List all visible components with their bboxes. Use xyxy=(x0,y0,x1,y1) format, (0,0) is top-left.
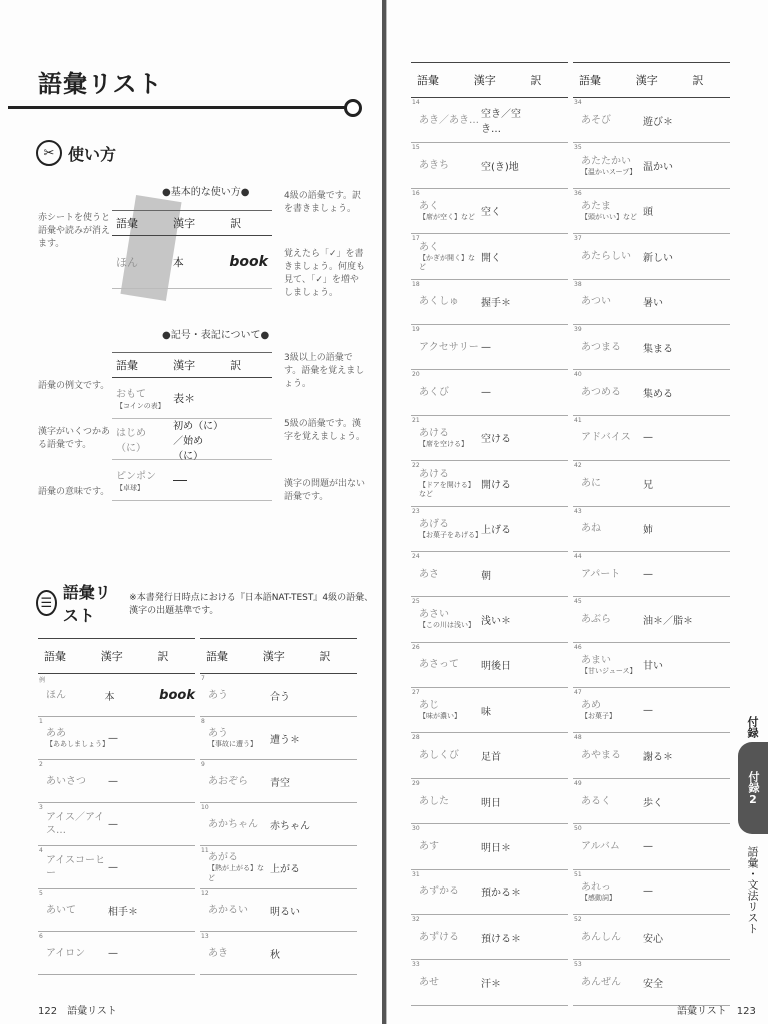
vocab-reading: あく xyxy=(419,200,439,212)
note-memorize: 覚えたら「✓」を書きましょう。何度も見て、「✓」を増やしましょう。 xyxy=(284,249,366,299)
vocab-kanji: 味 xyxy=(481,706,491,718)
row-number: 31 xyxy=(412,870,420,878)
vocab-word xyxy=(573,976,643,989)
left-page xyxy=(0,0,383,1024)
vocab-reading: あさい xyxy=(419,609,449,621)
vocab-reading: あせ xyxy=(419,977,439,989)
title-rule xyxy=(8,106,348,109)
row-number: 51 xyxy=(574,870,582,878)
vocab-kanji: 足首 xyxy=(481,752,501,764)
vocab-word xyxy=(411,795,481,808)
vocab-table-right-a: 語彙 漢字 訳 14 あき／あき… 空き／空き… 15 あきち 空(き)地 16 あく 【席が空く】など 空く 17 あく 【かぎが開く】など 開く 18 あくしゅ 握手＊ 19 アクセサリー — 20 あくび — 21 あける 【席を空ける】 空ける 22 あける 【ドアを開ける】など 開ける 23 あげる 【お菓子をあげる】 上げる 24 あさ 朝 25 あさい 【この川は浅い】 浅い＊ 26 あさって 明後日 27 あじ 【味が濃い】 味 28 あしくび 足首 29 あした 明日 30 あす 明日＊ 31 あずかる 預かる＊ 32 あずける 預ける＊ 33 あせ 汗＊ xyxy=(411,62,568,1006)
list-note: ※本書発行日時点における『日本語NAT-TEST』4級の語彙、漢字の出題基準です。 xyxy=(129,593,374,616)
vocab-kanji: 安全 xyxy=(643,979,663,991)
row-number: 14 xyxy=(412,99,420,106)
vocab-word xyxy=(411,427,481,449)
table-row xyxy=(411,370,568,415)
vocab-word xyxy=(573,840,643,853)
vocab-word xyxy=(573,114,643,127)
vocab-example: 【甘いジュース】 xyxy=(581,666,637,675)
vocab-example: 【ドアを開ける】など xyxy=(419,480,475,498)
vocab-kanji: 開く xyxy=(481,252,501,264)
vocab-word xyxy=(573,155,643,177)
vocab-reading: あたたかい xyxy=(581,155,631,167)
row-number: 28 xyxy=(412,734,420,742)
table-row xyxy=(573,552,730,597)
vocab-kanji: 新しい xyxy=(643,252,673,264)
table-row xyxy=(411,597,568,642)
vocab-word xyxy=(411,114,481,127)
vocab-example: 【頭がいい】など xyxy=(581,212,637,221)
vocab-example: 【かぎが開く】など xyxy=(419,253,475,271)
vocab-table-left-a: 語彙 漢字 訳 例 ほん 本 book 1 ああ 【ああしましょう】 — 2 あいさつ — 3 アイス／アイス… — 4 アイスコーヒー — 5 あいて 相手＊ 6 アイロン — xyxy=(38,638,195,975)
vocab-kanji: 空ける xyxy=(481,434,511,446)
note-no-kanji: 漢字の問題が出ない語彙です。 xyxy=(284,479,366,503)
vocab-kanji: 空(き)地 xyxy=(481,162,519,174)
table-row xyxy=(411,779,568,824)
vocab-reading: あくび xyxy=(419,387,449,399)
row-number: 19 xyxy=(412,325,420,333)
vocab-reading: アクセサリー xyxy=(419,341,479,353)
vocab-word xyxy=(411,608,481,630)
vocab-word xyxy=(411,931,481,944)
table-row xyxy=(573,370,730,415)
row-number: 27 xyxy=(412,689,420,697)
row-number: 37 xyxy=(574,235,582,243)
vocab-word xyxy=(573,431,643,444)
table-row: 7 あう 合う xyxy=(200,674,357,717)
vocab-reading: あに xyxy=(581,477,601,489)
table-row xyxy=(411,234,568,279)
note-level4: 4級の語彙です。訳を書きましょう。 xyxy=(284,191,362,215)
list-heading: ☰ 語彙リスト ※本書発行日時点における『日本語NAT-TEST』4級の語彙、漢字の出題基準です。 xyxy=(36,580,382,626)
vocab-word xyxy=(573,931,643,944)
table-row xyxy=(411,507,568,552)
vocab-kanji: — xyxy=(643,568,653,580)
table-row: 12 あかるい 明るい xyxy=(200,889,357,932)
right-page xyxy=(386,0,768,1024)
vocab-kanji: 安心 xyxy=(643,933,663,945)
row-number: 48 xyxy=(574,734,582,742)
vocab-table-right-b: 語彙 漢字 訳 34 あそび 遊び＊ 35 あたたかい 【温かいスープ】 温かい 36 あたま 【頭がいい】など 頭 37 あたらしい 新しい 38 あつい 暑い 39 あつまる 集まる 40 あつめる 集める 41 アドバイス — 42 あに 兄 43 あね 姉 44 アパート — 45 あぶら 油＊／脂＊ 46 あまい 【甘いジュース】 甘い 47 あめ 【お菓子】 — 48 あやまる 謝る＊ 49 あるく 歩く 50 アルバム — 51 あれっ 【感動詞】 — 52 あんしん 安心 53 あんぜん 安全 xyxy=(573,62,730,1006)
vocab-kanji: 明後日 xyxy=(481,661,511,673)
vocab-word xyxy=(411,295,481,308)
table-row xyxy=(573,143,730,188)
row-number: 41 xyxy=(574,416,582,424)
table-row xyxy=(573,416,730,461)
vocab-word xyxy=(411,658,481,671)
vocab-reading: あぶら xyxy=(581,613,611,625)
table-row xyxy=(573,234,730,279)
table-row xyxy=(411,98,568,143)
list-icon: ☰ xyxy=(36,590,57,616)
vocab-example: 【味が濃い】 xyxy=(419,712,461,721)
table-row xyxy=(573,461,730,506)
vocab-reading: あす xyxy=(419,840,439,852)
vocab-kanji: 遊び＊ xyxy=(643,116,673,128)
table-row xyxy=(411,325,568,370)
vocab-example: 【この川は浅い】 xyxy=(419,621,475,630)
vocab-word xyxy=(573,881,643,903)
table-row xyxy=(411,461,568,506)
table-row: 1 ああ 【ああしましょう】 — xyxy=(38,717,195,760)
vocab-reading: あずかる xyxy=(419,886,459,898)
vocab-kanji: — xyxy=(643,840,653,852)
row-number: 49 xyxy=(574,779,582,787)
vocab-kanji: 預かる＊ xyxy=(481,888,521,900)
vocab-reading: あくしゅ xyxy=(419,296,459,308)
vocab-kanji: 預ける＊ xyxy=(481,933,521,945)
vocab-reading: あく xyxy=(419,241,439,253)
table-row xyxy=(573,597,730,642)
table-row xyxy=(411,733,568,778)
table-row xyxy=(573,189,730,234)
vocab-word xyxy=(411,200,481,222)
table-row xyxy=(411,824,568,869)
vocab-reading: あき／あき… xyxy=(419,114,479,126)
row-number: 47 xyxy=(574,689,582,697)
table-row: 8 あう 【事故に遭う】 遭う＊ xyxy=(200,717,357,760)
vocab-reading: あける xyxy=(419,468,449,480)
vocab-word xyxy=(411,468,481,499)
table-row xyxy=(573,280,730,325)
table-row: 3 アイス／アイス… — xyxy=(38,803,195,846)
row-number: 16 xyxy=(412,189,420,197)
vocab-word xyxy=(573,295,643,308)
table-row xyxy=(411,416,568,461)
table-row xyxy=(573,688,730,733)
table-row: 2 あいさつ — xyxy=(38,760,195,803)
vocab-word xyxy=(573,699,643,721)
vocab-reading: あける xyxy=(419,427,449,439)
demo-table-marks: 語彙 漢字 訳 おもて 【コインの表】 表＊ はじめ（に） 初め（に）／始め（に） ピンポン 【卓球】 xyxy=(112,352,272,501)
vocab-word xyxy=(573,386,643,399)
vocab-word xyxy=(411,699,481,721)
vocab-kanji: 温かい xyxy=(643,162,673,174)
vocab-reading: あげる xyxy=(419,518,449,530)
vocab-word xyxy=(411,386,481,399)
vocab-word xyxy=(573,749,643,762)
vocab-reading: あしくび xyxy=(419,750,459,762)
vocab-kanji: 甘い xyxy=(643,661,663,673)
table-row: 例 ほん 本 book xyxy=(38,674,195,717)
vocab-reading: あまい xyxy=(581,654,611,666)
vocab-reading: あした xyxy=(419,795,449,807)
row-number: 52 xyxy=(574,916,582,924)
row-number: 45 xyxy=(574,598,582,606)
vocab-kanji: 汗＊ xyxy=(481,979,501,991)
table-row xyxy=(573,870,730,915)
table-row: 11 あがる 【熱が上がる】など 上がる xyxy=(200,846,357,889)
table-row xyxy=(573,325,730,370)
table-row xyxy=(411,915,568,960)
vocab-kanji: 謝る＊ xyxy=(643,752,673,764)
row-number: 50 xyxy=(574,825,582,833)
table-row xyxy=(573,643,730,688)
vocab-kanji: 朝 xyxy=(481,570,491,582)
vocab-kanji: 兄 xyxy=(643,479,653,491)
table-row: 6 アイロン — xyxy=(38,932,195,975)
vocab-reading: あんしん xyxy=(581,931,621,943)
usage-heading: ✂ 使い方 xyxy=(36,140,116,166)
vocab-reading: あめ xyxy=(581,700,601,712)
table-row xyxy=(411,870,568,915)
vocab-example: 【お菓子をあげる】 xyxy=(419,530,482,539)
vocab-example: 【温かいスープ】 xyxy=(581,167,637,176)
appendix-tab-active[interactable]: 付録 2 xyxy=(738,742,768,834)
row-number: 46 xyxy=(574,643,582,651)
appendix-tab-section: 語彙・文法リスト xyxy=(746,846,759,934)
vocab-reading: あつめる xyxy=(581,387,621,399)
row-number: 15 xyxy=(412,144,420,152)
table-row xyxy=(573,779,730,824)
vocab-reading: アパート xyxy=(581,568,621,580)
table-row xyxy=(573,507,730,552)
vocab-kanji: — xyxy=(481,387,491,399)
vocab-reading: あさって xyxy=(419,659,459,671)
vocab-word xyxy=(411,568,481,581)
vocab-reading: アルバム xyxy=(581,840,620,852)
vocab-kanji: 上げる xyxy=(481,525,511,537)
vocab-reading: アドバイス xyxy=(581,432,631,444)
vocab-reading: あきち xyxy=(419,160,449,172)
vocab-kanji: 開ける xyxy=(481,479,511,491)
row-number: 21 xyxy=(412,416,420,424)
vocab-word xyxy=(573,341,643,354)
row-number: 32 xyxy=(412,916,420,924)
vocab-word xyxy=(411,341,481,354)
vocab-reading: あんぜん xyxy=(581,977,621,989)
vocab-word xyxy=(573,522,643,535)
table-row xyxy=(573,824,730,869)
row-number: 38 xyxy=(574,280,582,288)
vocab-word xyxy=(411,159,481,172)
vocab-table-left-b: 語彙 漢字 訳 7 あう 合う 8 あう 【事故に遭う】 遭う＊ 9 あおぞら 青空 10 あかちゃん 赤ちゃん 11 あがる 【熱が上がる】など 上がる 12 あかるい 明るい 13 あき 秋 xyxy=(200,638,357,975)
table-row xyxy=(411,960,568,1005)
row-number: 43 xyxy=(574,507,582,515)
vocab-kanji: — xyxy=(643,704,653,716)
row-number: 29 xyxy=(412,779,420,787)
row-number: 39 xyxy=(574,325,582,333)
page-number-left: 122 語彙リスト xyxy=(38,1006,117,1017)
vocab-word xyxy=(411,885,481,898)
vocab-word xyxy=(573,613,643,626)
row-number: 44 xyxy=(574,552,582,560)
vocab-kanji: 暑い xyxy=(643,298,663,310)
appendix-tab-top: 付録 xyxy=(746,716,759,738)
vocab-kanji: 歩く xyxy=(643,797,663,809)
vocab-word xyxy=(411,518,481,540)
note-level3: 3級以上の語彙です。語彙を覚えましょう。 xyxy=(284,353,365,390)
row-number: 33 xyxy=(412,961,420,969)
table-row xyxy=(411,643,568,688)
table-row xyxy=(411,189,568,234)
vocab-kanji: 握手＊ xyxy=(481,298,511,310)
vocab-reading: あやまる xyxy=(581,750,621,762)
vocab-example: 【感動詞】 xyxy=(581,893,616,902)
vocab-kanji: 浅い＊ xyxy=(481,615,511,627)
vocab-kanji: 集まる xyxy=(643,343,673,355)
row-number: 40 xyxy=(574,371,582,379)
vocab-word xyxy=(411,840,481,853)
note-level5: 5級の語彙です。漢字を覚えましょう。 xyxy=(284,419,366,443)
vocab-word xyxy=(573,477,643,490)
row-number: 22 xyxy=(412,462,420,470)
demo-table-basic: 語彙 漢字 訳 ほん 本 book xyxy=(112,210,272,289)
title-rule-end xyxy=(344,99,362,117)
marks-label: ●記号・表記について● xyxy=(162,330,270,341)
vocab-word xyxy=(411,749,481,762)
vocab-kanji: 頭 xyxy=(643,207,653,219)
table-row xyxy=(411,552,568,597)
tools-icon: ✂ xyxy=(36,140,62,166)
row-number: 34 xyxy=(574,99,582,106)
table-row xyxy=(573,733,730,778)
vocab-reading: あずける xyxy=(419,931,459,943)
row-number: 18 xyxy=(412,280,420,288)
vocab-word xyxy=(573,200,643,222)
table-row xyxy=(411,280,568,325)
vocab-word xyxy=(411,976,481,989)
page-number-right: 語彙リスト 123 xyxy=(677,1006,756,1017)
vocab-reading: あたま xyxy=(581,200,611,212)
vocab-kanji: 姉 xyxy=(643,525,653,537)
table-row xyxy=(573,98,730,143)
row-number: 20 xyxy=(412,371,420,379)
note-red-sheet: 赤シートを使うと語彙や読みが消えます。 xyxy=(38,213,111,250)
vocab-reading: あつい xyxy=(581,296,611,308)
note-multi-kanji: 漢字がいくつかある語彙です。 xyxy=(38,427,111,451)
vocab-kanji: 油＊／脂＊ xyxy=(643,615,693,627)
table-row xyxy=(573,960,730,1005)
table-row xyxy=(411,143,568,188)
vocab-kanji: 明日 xyxy=(481,797,501,809)
vocab-reading: あたらしい xyxy=(581,250,631,262)
vocab-reading: あじ xyxy=(419,700,439,712)
vocab-kanji: — xyxy=(643,432,653,444)
row-number: 53 xyxy=(574,961,582,969)
vocab-kanji: — xyxy=(643,886,653,898)
row-number: 26 xyxy=(412,643,420,651)
vocab-word xyxy=(411,241,481,272)
vocab-example: 【席が空く】など xyxy=(419,212,475,221)
vocab-reading: あつまる xyxy=(581,341,621,353)
vocab-kanji: 空く xyxy=(481,207,501,219)
vocab-example: 【席を空ける】 xyxy=(419,439,468,448)
row-number: 35 xyxy=(574,144,582,152)
vocab-kanji: 明日＊ xyxy=(481,842,511,854)
row-number: 24 xyxy=(412,552,420,560)
table-row: 13 あき 秋 xyxy=(200,932,357,975)
table-row: 4 アイスコーヒー — xyxy=(38,846,195,889)
vocab-kanji: — xyxy=(481,341,491,353)
row-number: 36 xyxy=(574,189,582,197)
vocab-example: 【お菓子】 xyxy=(581,712,616,721)
vocab-reading: あれっ xyxy=(581,881,611,893)
table-row xyxy=(411,688,568,733)
row-number: 30 xyxy=(412,825,420,833)
vocab-word xyxy=(573,250,643,263)
row-number: 25 xyxy=(412,598,420,606)
table-row xyxy=(573,915,730,960)
vocab-reading: あるく xyxy=(581,795,611,807)
table-row: 10 あかちゃん 赤ちゃん xyxy=(200,803,357,846)
page-title: 語彙リスト xyxy=(38,70,163,98)
vocab-kanji: 空き／空き… xyxy=(481,109,521,136)
vocab-word xyxy=(573,568,643,581)
row-number: 23 xyxy=(412,507,420,515)
note-meaning: 語彙の意味です。 xyxy=(38,487,110,497)
table-row: 5 あいて 相手＊ xyxy=(38,889,195,932)
row-number: 17 xyxy=(412,235,420,243)
basic-usage-label: ●基本的な使い方● xyxy=(162,187,250,198)
vocab-reading: あそび xyxy=(581,114,611,126)
vocab-word xyxy=(573,654,643,676)
note-example: 語彙の例文です。 xyxy=(38,381,110,391)
table-row: 9 あおぞら 青空 xyxy=(200,760,357,803)
vocab-kanji: 集める xyxy=(643,389,673,401)
vocab-reading: あさ xyxy=(419,568,439,580)
row-number: 42 xyxy=(574,462,582,470)
vocab-reading: あね xyxy=(581,523,601,535)
vocab-word xyxy=(573,795,643,808)
